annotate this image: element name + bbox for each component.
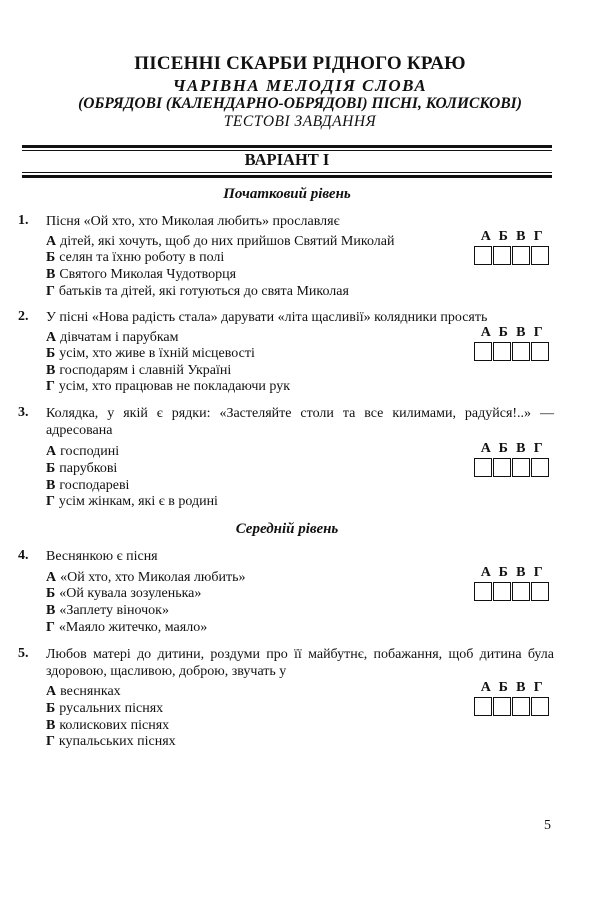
option-letter: В	[46, 718, 56, 733]
option-letter: В	[46, 603, 56, 618]
option-letter: А	[46, 684, 57, 699]
option-text: господарям і славній Україні	[59, 363, 232, 378]
answer-box-v[interactable]	[512, 697, 530, 716]
divider-thick-top	[22, 145, 552, 148]
answer-box-g[interactable]	[531, 582, 549, 601]
option-letter: Б	[46, 586, 56, 601]
page-title: ПІСЕННІ СКАРБИ РІДНОГО КРАЮ	[134, 53, 466, 74]
question-number: 2.	[18, 309, 29, 324]
option-text: колискових піснях	[59, 718, 170, 733]
option-text: господареві	[59, 478, 130, 493]
answer-grid	[474, 681, 550, 716]
answer-box-v[interactable]	[512, 582, 530, 601]
answer-box-b[interactable]	[493, 582, 511, 601]
grid-letter: А	[480, 325, 491, 340]
option-letter: А	[46, 444, 57, 459]
grid-letter: А	[480, 441, 491, 456]
option-text: усім, хто живе в їхній місцевості	[59, 346, 255, 361]
grid-letter: Г	[533, 565, 543, 580]
grid-letter: Г	[533, 229, 543, 244]
grid-letter: В	[516, 325, 526, 340]
answer-option-a	[46, 444, 119, 460]
option-text: «Ой кувала зозуленька»	[59, 586, 202, 601]
option-text: усім, хто працював не покладаючи рук	[58, 379, 290, 394]
option-text: русальних піснях	[59, 701, 164, 716]
answer-option-g	[46, 494, 218, 510]
answer-option-b	[46, 250, 224, 266]
answer-box-a[interactable]	[474, 458, 492, 477]
answer-box-b[interactable]	[493, 458, 511, 477]
option-text: купальських піснях	[58, 734, 176, 749]
divider-thin-bottom	[22, 172, 552, 173]
grid-letter: Г	[533, 441, 543, 456]
level-heading-middle: Середній рівень	[235, 521, 339, 537]
answer-option-a	[46, 234, 394, 250]
answer-box-g[interactable]	[531, 246, 549, 265]
answer-option-v	[46, 267, 236, 283]
grid-letter: В	[516, 229, 526, 244]
answer-option-a	[46, 684, 121, 700]
grid-letter: Г	[533, 680, 543, 695]
answer-grid	[474, 326, 550, 361]
grid-letter: Б	[498, 229, 508, 244]
level-heading-initial: Початковий рівень	[223, 186, 351, 202]
option-text: усім жінкам, які є в родині	[58, 494, 218, 509]
answer-option-b	[46, 586, 201, 602]
grid-letter: Б	[498, 680, 508, 695]
option-text: батьків та дітей, які готуються до свята Миколая	[58, 284, 349, 299]
answer-box-g[interactable]	[531, 697, 549, 716]
answer-option-v	[46, 363, 231, 379]
question-number: 4.	[18, 548, 29, 563]
answer-grid	[474, 442, 550, 477]
answer-box-v[interactable]	[512, 458, 530, 477]
option-letter: А	[46, 330, 57, 345]
option-letter: А	[46, 570, 57, 585]
divider-thick-bottom	[22, 175, 552, 178]
option-text: Святого Миколая Чудотворця	[59, 267, 237, 282]
option-letter: В	[46, 478, 56, 493]
option-letter: Г	[46, 494, 55, 509]
grid-letter: Б	[498, 325, 508, 340]
option-letter: А	[46, 234, 57, 249]
question-text: Любов матері до дитини, роздуми про її майбутнє, побажання, щоб дитина була здоровою, щасливою, доброю, звучать у	[46, 647, 554, 679]
option-text: «Ой хто, хто Миколая любить»	[60, 570, 246, 585]
answer-box-v[interactable]	[512, 246, 530, 265]
option-text: «Маяло житечко, маяло»	[58, 620, 208, 635]
answer-box-a[interactable]	[474, 582, 492, 601]
question-text: Веснянкою є пісня	[46, 549, 158, 564]
answer-grid	[474, 566, 550, 601]
grid-letter: Б	[498, 565, 508, 580]
option-text: веснянках	[60, 684, 121, 699]
grid-letter: А	[480, 680, 491, 695]
answer-option-v	[46, 603, 169, 619]
grid-letter: А	[480, 229, 491, 244]
answer-box-g[interactable]	[531, 342, 549, 361]
page-number: 5	[544, 818, 551, 833]
question-text: У пісні «Нова радість стала» дарувати «літа щасливії» колядники просять	[46, 310, 488, 325]
option-letter: Г	[46, 379, 55, 394]
answer-box-a[interactable]	[474, 342, 492, 361]
section-label: ТЕСТОВІ ЗАВДАННЯ	[223, 113, 377, 130]
answer-option-a	[46, 570, 245, 586]
answer-option-g	[46, 734, 176, 750]
question-number: 5.	[18, 646, 29, 661]
answer-option-a	[46, 330, 178, 346]
answer-option-b	[46, 461, 117, 477]
section-subtitle: ЧАРІВНА МЕЛОДІЯ СЛОВА	[172, 76, 428, 95]
answer-option-b	[46, 701, 163, 717]
option-letter: Г	[46, 734, 55, 749]
question-text: Пісня «Ой хто, хто Миколая любить» прославляє	[46, 214, 340, 229]
answer-box-b[interactable]	[493, 697, 511, 716]
option-letter: Б	[46, 250, 56, 265]
option-letter: Г	[46, 620, 55, 635]
option-letter: Г	[46, 284, 55, 299]
answer-option-v	[46, 478, 129, 494]
variant-heading: ВАРІАНТ І	[244, 150, 330, 169]
option-letter: Б	[46, 461, 56, 476]
answer-option-b	[46, 346, 255, 362]
answer-box-g[interactable]	[531, 458, 549, 477]
answer-grid	[474, 230, 550, 265]
question-text: Колядка, у якій є рядки: «Застеляйте столи та все килимами, радуйся!..» — адресована	[46, 406, 554, 438]
answer-option-g	[46, 379, 290, 395]
option-text: дітей, які хочуть, щоб до них прийшов Святий Миколай	[60, 234, 395, 249]
grid-letter: Г	[533, 325, 543, 340]
option-letter: В	[46, 267, 56, 282]
option-text: дівчатам і парубкам	[60, 330, 179, 345]
grid-letter: Б	[498, 441, 508, 456]
grid-letter: В	[516, 565, 526, 580]
grid-letter: А	[480, 565, 491, 580]
option-text: парубкові	[59, 461, 118, 476]
grid-letter: В	[516, 680, 526, 695]
answer-box-b[interactable]	[493, 342, 511, 361]
question-number: 1.	[18, 213, 29, 228]
option-letter: Б	[46, 701, 56, 716]
option-text: «Заплету віночок»	[59, 603, 169, 618]
answer-option-g	[46, 284, 349, 300]
answer-box-a[interactable]	[474, 697, 492, 716]
option-letter: Б	[46, 346, 56, 361]
grid-letter: В	[516, 441, 526, 456]
question-number: 3.	[18, 405, 29, 420]
answer-box-a[interactable]	[474, 246, 492, 265]
option-text: господині	[60, 444, 120, 459]
answer-option-g	[46, 620, 207, 636]
answer-box-b[interactable]	[493, 246, 511, 265]
answer-box-v[interactable]	[512, 342, 530, 361]
option-letter: В	[46, 363, 56, 378]
answer-option-v	[46, 718, 169, 734]
section-topic: (ОБРЯДОВІ (КАЛЕНДАРНО-ОБРЯДОВІ) ПІСНІ, КОЛИСКОВІ)	[78, 95, 522, 112]
option-text: селян та їхню роботу в полі	[59, 250, 225, 265]
